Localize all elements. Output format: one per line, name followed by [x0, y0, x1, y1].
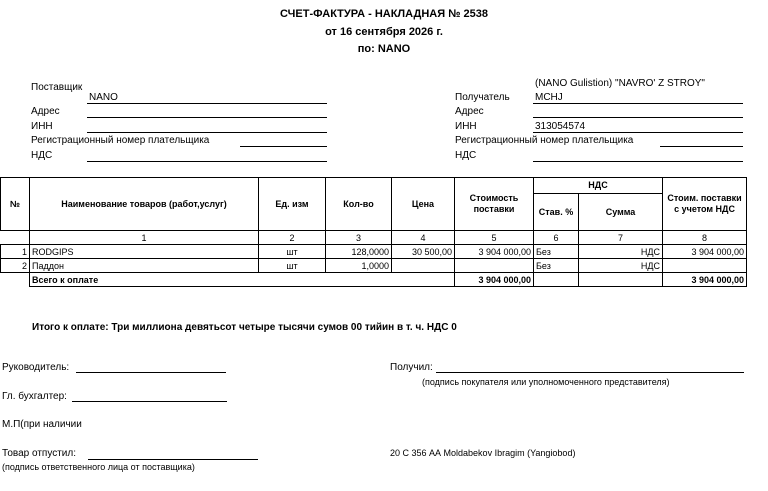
row-vat-sum: НДС	[579, 245, 663, 259]
col-number: 3	[326, 231, 392, 245]
col-number: 2	[259, 231, 326, 245]
released-signature-line	[88, 459, 258, 460]
supplier-inn-label: ИНН	[31, 121, 53, 132]
supplier-label: Поставщик	[31, 82, 83, 93]
total-cost: 3 904 000,00	[455, 273, 534, 287]
row-name: RODGIPS	[30, 245, 259, 259]
recipient-name-line: (NANO Gulistion) "NAVRO' Z STROY"	[535, 78, 705, 89]
recipient-label: Получатель	[455, 92, 510, 103]
table-row	[1, 245, 747, 259]
row-num: 2	[1, 259, 30, 273]
recipient-underline	[533, 103, 743, 104]
recipient-vat-underline	[533, 161, 743, 162]
col-number: 7	[579, 231, 663, 245]
row-name: Паддон	[30, 259, 259, 273]
row-cost: 3 904 000,00	[455, 245, 534, 259]
col-header-unit: Ед. изм	[259, 178, 326, 231]
invoice-table	[0, 177, 747, 287]
supplier-vat-label: НДС	[31, 150, 53, 161]
row-unit: шт	[259, 259, 326, 273]
director-label: Руководитель:	[2, 362, 70, 373]
col-number: 4	[392, 231, 455, 245]
row-total	[663, 259, 747, 273]
total-label: Всего к оплате	[30, 273, 455, 287]
col-number: 1	[30, 231, 259, 245]
col-header-vat-sum: Сумма	[579, 194, 663, 231]
recipient-value: MCHJ	[535, 92, 563, 103]
row-price: 30 500,00	[392, 245, 455, 259]
total-with-vat: 3 904 000,00	[663, 273, 747, 287]
supplier-reg-underline	[240, 146, 327, 147]
recipient-inn-value: 313054574	[535, 121, 586, 132]
table-row	[1, 259, 747, 273]
supplier-value: NANO	[89, 92, 118, 103]
driver-address: 20 С 356 АА Moldabekov Ibragim (Yangiobod)	[390, 448, 576, 458]
row-unit: шт	[259, 245, 326, 259]
row-total: 3 904 000,00	[663, 245, 747, 259]
accountant-signature-line	[72, 401, 227, 402]
col-header-name: Наименование товаров (работ,услуг)	[30, 178, 259, 231]
supplier-inn-underline	[87, 132, 327, 133]
released-note: (подпись ответственного лица от поставщика)	[2, 462, 195, 472]
col-header-vat-rate: Став. %	[534, 194, 579, 231]
director-signature-line	[76, 372, 226, 373]
released-label: Товар отпустил:	[2, 448, 76, 459]
row-cost	[455, 259, 534, 273]
recipient-reg-underline	[660, 146, 743, 147]
row-num: 1	[1, 245, 30, 259]
row-vat-sum: НДС	[579, 259, 663, 273]
supplier-address-underline	[87, 117, 327, 118]
col-header-price: Цена	[392, 178, 455, 231]
invoice-date: от 16 сентября 2026 г.	[325, 26, 443, 38]
supplier-reg-label: Регистрационный номер плательщика	[31, 135, 210, 146]
recipient-inn-underline	[533, 132, 743, 133]
col-header-total: Стоим. поставки с учетом НДС	[663, 178, 747, 231]
recipient-address-label: Адрес	[455, 106, 484, 117]
total-row	[1, 273, 747, 287]
col-number: 6	[534, 231, 579, 245]
row-qty: 1,0000	[326, 259, 392, 273]
row-qty: 128,0000	[326, 245, 392, 259]
supplier-address-label: Адрес	[31, 106, 60, 117]
receiver-note: (подпись покупателя или уполномоченного представителя)	[422, 377, 670, 387]
recipient-vat-label: НДС	[455, 150, 477, 161]
col-number: 8	[663, 231, 747, 245]
col-header-cost: Стоимость поставки	[455, 178, 534, 231]
col-header-qty: Кол-во	[326, 178, 392, 231]
supplier-vat-underline	[87, 161, 327, 162]
recipient-reg-label: Регистрационный номер плательщика	[455, 135, 634, 146]
accountant-label: Гл. бухгалтер:	[2, 391, 67, 402]
stamp-label: М.П(при наличии	[2, 419, 82, 430]
col-header-num: №	[1, 178, 30, 231]
invoice-po: по: NANO	[357, 43, 411, 55]
receiver-signature-line	[436, 372, 744, 373]
invoice-title: СЧЕТ-ФАКТУРА - НАКЛАДНАЯ № 2538	[280, 8, 488, 20]
recipient-address-underline	[533, 117, 743, 118]
row-price	[392, 259, 455, 273]
col-header-vat: НДС	[534, 178, 663, 194]
column-number-row	[1, 231, 747, 245]
amount-in-words: Итого к оплате: Три миллиона девятьсот четыре тысячи сумов 00 тийин в т. ч. НДС 0	[32, 322, 457, 333]
recipient-inn-label: ИНН	[455, 121, 477, 132]
col-number: 5	[455, 231, 534, 245]
supplier-underline	[87, 103, 327, 104]
row-vat-rate: Без	[534, 259, 579, 273]
receiver-label: Получил:	[390, 362, 433, 373]
row-vat-rate: Без	[534, 245, 579, 259]
